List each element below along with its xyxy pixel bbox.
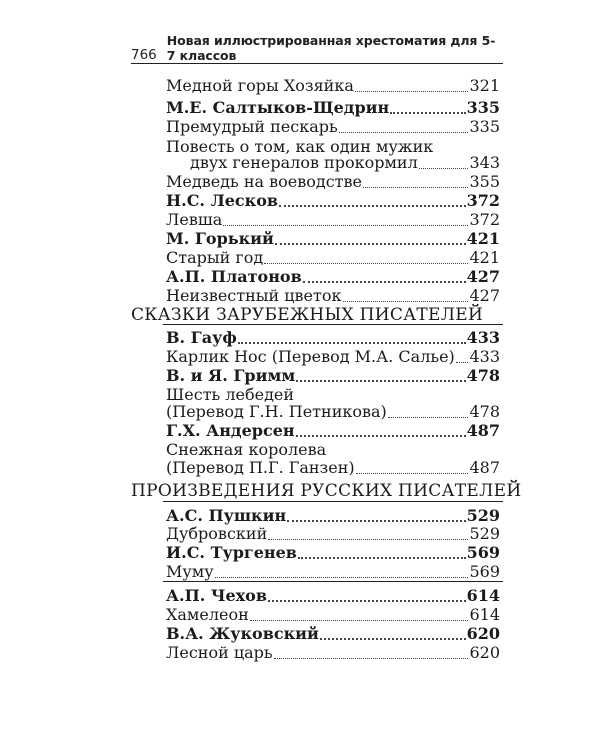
toc-entry: Старый год 421 bbox=[166, 248, 500, 267]
toc-entry: Левша 372 bbox=[166, 210, 500, 229]
toc-author: А.П. Платонов 427 bbox=[166, 267, 500, 286]
page-number: 766 bbox=[131, 47, 157, 63]
toc-author: В.А. Жуковский 620 bbox=[166, 624, 500, 643]
toc-entry: (Перевод П.Г. Ганзен) 487 bbox=[166, 458, 500, 477]
section-heading-foreign: СКАЗКИ ЗАРУБЕЖНЫХ ПИСАТЕЛЕЙ bbox=[131, 305, 484, 325]
section-rule bbox=[163, 501, 503, 502]
book-title: Новая иллюстрированная хрестоматия для 5-7 классов bbox=[166, 33, 496, 63]
section-heading-russian: ПРОИЗВЕДЕНИЯ РУССКИХ ПИСАТЕЛЕЙ bbox=[131, 481, 522, 501]
toc-author: В. Гауф 433 bbox=[166, 328, 500, 347]
toc-entry: Медной горы Хозяйка 321 bbox=[166, 76, 500, 95]
toc-entry-line1: Снежная королева bbox=[166, 440, 327, 459]
toc-author: В. и Я. Гримм 478 bbox=[166, 366, 500, 385]
toc-entry: Дубровский 529 bbox=[166, 524, 500, 543]
toc-entry: Неизвестный цветок 427 bbox=[166, 286, 500, 305]
toc-author: А.П. Чехов 614 bbox=[166, 586, 500, 605]
toc-author: М. Горький 421 bbox=[166, 229, 500, 248]
running-head bbox=[131, 33, 503, 64]
toc-entry: Лесной царь 620 bbox=[166, 643, 500, 662]
section-rule bbox=[163, 324, 503, 325]
toc-entry: Муму 569 bbox=[166, 562, 500, 581]
toc-entry: (Перевод Г.Н. Петникова) 478 bbox=[166, 402, 500, 421]
section-rule bbox=[163, 581, 503, 582]
toc-author: Н.С. Лесков 372 bbox=[166, 191, 500, 210]
toc-entry: Хамелеон 614 bbox=[166, 605, 500, 624]
toc-author: М.Е. Салтыков-Щедрин 335 bbox=[166, 98, 500, 117]
toc-entry-line1: Шесть лебедей bbox=[166, 385, 295, 404]
toc-author: И.С. Тургенев 569 bbox=[166, 543, 500, 562]
toc-entry-line1: Повесть о том, как один мужик bbox=[166, 137, 434, 156]
toc-entry: Премудрый пескарь 335 bbox=[166, 117, 500, 136]
toc-author: А.С. Пушкин 529 bbox=[166, 506, 500, 525]
toc-author: Г.Х. Андерсен 487 bbox=[166, 421, 500, 440]
toc-entry: двух генералов прокормил 343 bbox=[190, 153, 500, 172]
toc-entry: Карлик Нос (Перевод М.А. Салье) 433 bbox=[166, 347, 500, 366]
toc-entry: Медведь на воеводстве 355 bbox=[166, 172, 500, 191]
